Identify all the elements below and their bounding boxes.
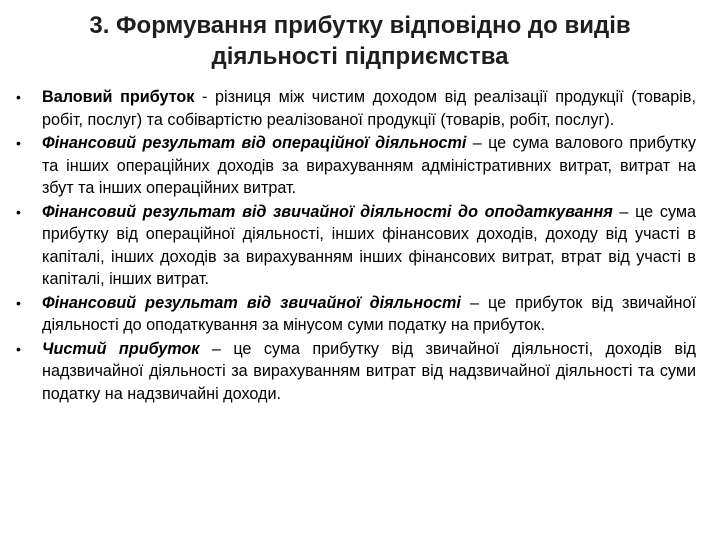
bullet-icon: • bbox=[16, 203, 21, 220]
term: Чистий прибуток bbox=[42, 339, 200, 358]
list-item-gross-profit bbox=[14, 86, 696, 131]
list-item-ordinary-result bbox=[14, 292, 696, 337]
term: Фінансовий результат від звичайної діяльності до оподаткування bbox=[42, 202, 613, 221]
definition: – це сума валового прибутку та інших операційних доходів за вирахуванням адміністративних витрат, витрат на збут та інших операційних витрат. bbox=[42, 134, 696, 197]
definition: – це сума прибутку від звичайної діяльності, доходів від надзвичайної діяльності за вирахуванням витрат від надзвичайної діяльності та суми податку на надзвичайні доходи. bbox=[42, 339, 697, 403]
list-item-operating-result bbox=[14, 132, 696, 200]
title-line-1: 3. Формування прибутку відповідно до видів bbox=[89, 12, 631, 39]
list-item-net-profit bbox=[14, 338, 696, 406]
definition: – це сума прибутку від операційної діяльності, інших фінансових доходів, доходу від участі в капіталі, інших доходів за вирахуванням інших фінансових витрат, втрат від участі в капіталі, інших витрат. bbox=[42, 202, 696, 288]
page-title bbox=[14, 10, 696, 72]
title-line-2: діяльності підприємства bbox=[211, 43, 509, 70]
term: Валовий прибуток bbox=[42, 88, 195, 106]
bullet-icon: • bbox=[16, 135, 21, 151]
bullet-icon: • bbox=[16, 89, 21, 105]
list-item-ordinary-before-tax bbox=[14, 201, 696, 291]
term: Фінансовий результат від операційної діяльності bbox=[42, 134, 467, 152]
definition: – це прибуток від звичайної діяльності до оподаткування за мінусом суми податку на прибуток. bbox=[42, 293, 696, 334]
definition: - різниця між чистим доходом від реалізації продукції (товарів, робіт, послуг) та собівартістю реалізованої продукції (товарів, робіт, послуг). bbox=[42, 88, 696, 129]
bullet-list bbox=[14, 86, 696, 405]
bullet-icon: • bbox=[16, 294, 21, 311]
term: Фінансовий результат від звичайної діяльності bbox=[42, 293, 461, 312]
bullet-icon: • bbox=[16, 340, 21, 357]
